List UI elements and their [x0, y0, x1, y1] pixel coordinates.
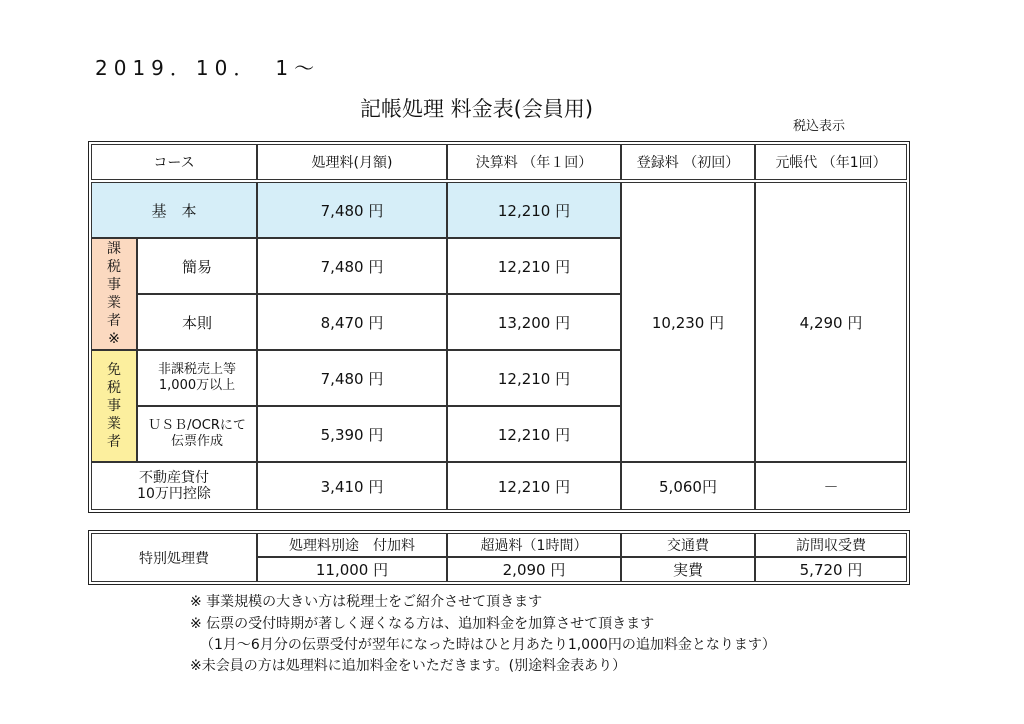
nontaxable-closing: 12,210 円: [447, 350, 621, 406]
basic-monthly: 7,480 円: [257, 182, 447, 238]
special-value-extra: 11,000 円: [257, 557, 447, 582]
simplified-closing: 12,210 円: [447, 238, 621, 294]
page-title: 記帳処理 料金表(会員用): [360, 97, 594, 121]
special-value-visit: 5,720 円: [755, 557, 907, 582]
taxable-business-label: 課 税 事 業 者 ※: [91, 238, 137, 350]
standard-closing: 13,200 円: [447, 294, 621, 350]
special-value-transport: 実費: [621, 557, 755, 582]
header-ledger-fee: 元帳代 （年1回）: [755, 144, 907, 180]
exempt-business-label: 免 税 事 業 者: [91, 350, 137, 462]
header-monthly-fee: 処理料(月額): [257, 144, 447, 180]
tax-included-note: 税込表示: [793, 119, 846, 134]
course-nontaxable-sales: 非課税売上等 1,000万以上: [137, 350, 257, 406]
course-usb-ocr: ＵＳＢ/OCRにて 伝票作成: [137, 406, 257, 462]
usb-ocr-closing: 12,210 円: [447, 406, 621, 462]
header-registration-fee: 登録料 （初回）: [621, 144, 755, 180]
real-estate-monthly: 3,410 円: [257, 462, 447, 510]
note-large-business: ※ 事業規模の大きい方は税理士をご紹介させて頂きます: [190, 594, 543, 610]
note-late-submission-detail: （1月～6月分の伝票受付が翌年になった時はひと月あたり1,000円の追加料金となります）: [200, 637, 776, 653]
fee-table: [88, 141, 910, 513]
course-real-estate: 不動産貸付 10万円控除: [91, 462, 257, 510]
header-course: コース: [91, 144, 257, 180]
basic-closing: 12,210 円: [447, 182, 621, 238]
special-header-transport: 交通費: [621, 533, 755, 557]
special-header-extra: 処理料別途 付加料: [257, 533, 447, 557]
course-basic: 基 本: [91, 182, 257, 238]
header-closing-fee: 決算料 （年１回）: [447, 144, 621, 180]
shared-ledger-fee: 4,290 円: [755, 182, 907, 462]
standard-monthly: 8,470 円: [257, 294, 447, 350]
simplified-monthly: 7,480 円: [257, 238, 447, 294]
note-non-member: ※未会員の方は処理料に追加料金をいただきます。(別途料金表あり）: [190, 658, 627, 674]
course-standard: 本則: [137, 294, 257, 350]
special-value-overtime: 2,090 円: [447, 557, 621, 582]
special-header-visit: 訪問収受費: [755, 533, 907, 557]
note-late-submission: ※ 伝票の受付時期が著しく遅くなる方は、追加料金を加算させて頂きます: [190, 616, 655, 632]
real-estate-closing: 12,210 円: [447, 462, 621, 510]
real-estate-registration: 5,060円: [621, 462, 755, 510]
nontaxable-monthly: 7,480 円: [257, 350, 447, 406]
real-estate-ledger: －: [755, 462, 907, 510]
shared-registration-fee: 10,230 円: [621, 182, 755, 462]
special-fee-label: 特別処理費: [91, 533, 257, 582]
special-fee-table: [88, 530, 910, 585]
course-simplified: 簡易: [137, 238, 257, 294]
special-header-overtime: 超過料（1時間）: [447, 533, 621, 557]
usb-ocr-monthly: 5,390 円: [257, 406, 447, 462]
date-range: 2019．10． 1～: [95, 56, 321, 80]
